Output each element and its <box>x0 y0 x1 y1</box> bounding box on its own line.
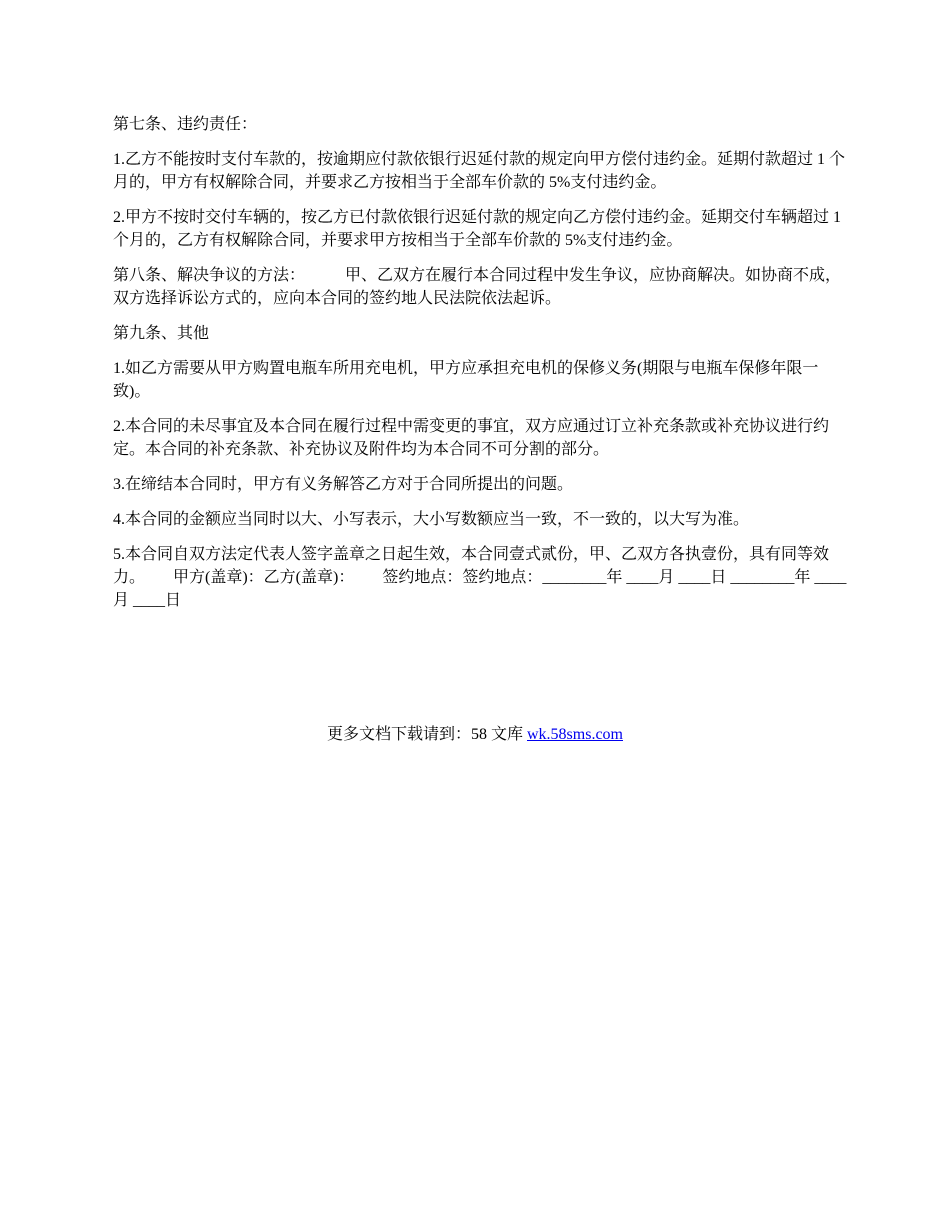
clause-9-2: 2.本合同的未尽事宜及本合同在履行过程中需变更的事宜，双方应通过订立补充条款或补充协议进行约定。本合同的补充条款、补充协议及附件均为本合同不可分割的部分。 <box>113 418 830 458</box>
clause-7-1: 1.乙方不能按时支付车款的，按逾期应付款依银行迟延付款的规定向甲方偿付违约金。延期付款超过 1 个月的，甲方有权解除合同，并要求乙方按相当于全部车价款的 5%支付违约金。 <box>113 151 846 191</box>
clause-9-1: 1.如乙方需要从甲方购置电瓶车所用充电机，甲方应承担充电机的保修义务(期限与电瓶车保修年限一致)。 <box>113 360 819 400</box>
footer-prefix: 更多文档下载请到：58 文库 <box>326 726 527 743</box>
download-footer <box>0 723 950 746</box>
section-7-heading: 第七条、违约责任： <box>113 116 258 133</box>
footer-link[interactable]: wk.58sms.com <box>527 726 623 743</box>
clause-7-2: 2.甲方不按时交付车辆的，按乙方已付款依银行迟延付款的规定向乙方偿付违约金。延期交付车辆超过 1 个月的，乙方有权解除合同，并要求甲方按相当于全部车价款的 5%支付违约金。 <box>113 209 846 249</box>
clause-9-4: 4.本合同的金额应当同时以大、小写表示，大小写数额应当一致，不一致的，以大写为准。 <box>113 511 750 528</box>
clause-9-5-signature: 5.本合同自双方法定代表人签字盖章之日起生效，本合同壹式贰份，甲、乙双方各执壹份，具有同等效力。 甲方(盖章)：乙方(盖章)： 签约地点：签约地点：________年 ____月 ____日 ________年 ____月 ____日 <box>113 546 847 609</box>
document-body <box>113 113 853 624</box>
clause-9-3: 3.在缔结本合同时，甲方有义务解答乙方对于合同所提出的问题。 <box>113 476 574 493</box>
section-8-dispute-resolution: 第八条、解决争议的方法： 甲、乙双方在履行本合同过程中发生争议，应协商解决。如协商不成，双方选择诉讼方式的，应向本合同的签约地人民法院依法起诉。 <box>113 267 842 307</box>
section-9-heading: 第九条、其他 <box>113 325 210 342</box>
